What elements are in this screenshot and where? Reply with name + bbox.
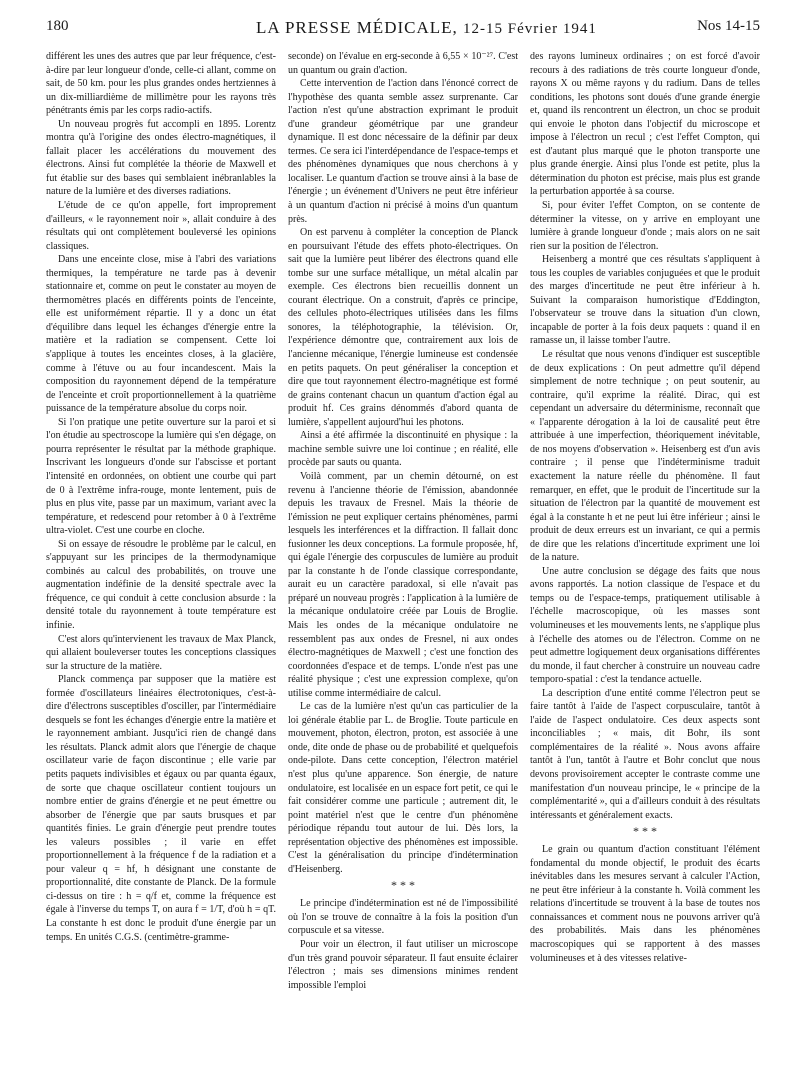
paragraph: Ainsi a été affirmée la discontinuité en physique : la machine semble suivre une loi continue ; en réalité, elle procède par sauts ou quanta. [288, 430, 518, 469]
paragraph: C'est alors qu'intervienent les travaux de Max Planck, qui allaient bouleverser toutes les conceptions classiques sur la structure de la matière. [46, 633, 276, 672]
paragraph: La description d'une entité comme l'électron peut se faire tantôt à l'aide de l'aspect corpusculaire, tantôt à l'aide de l'aspect ondulatoire. Ces deux aspects sont inconciliables ; « mais, dit Bohr, ils sont complémentaires de la réalité ». Nous avons affaire tantôt à l'un, tantôt à l'autre et Bohr conclut que nous devons provisoirement accepter le contraste comme une manifestation d'un nouveau principe, le « principe de la complémentarité », qui a d'ailleurs conduit à des résultats intéressants et généralement exacts. [530, 687, 760, 821]
issue-number: Nos 14-15 [697, 18, 760, 34]
issue-date: 12-15 Février 1941 [463, 21, 597, 37]
journal-name: LA PRESSE MÉDICALE, [256, 18, 458, 37]
paragraph: des rayons lumineux ordinaires ; on est forcé d'avoir recours à des radiations de très courte longueur d'onde, rayons X ou même rayons γ du radium. Dans de telles conditions, les photons sont doués d'une grande énergie et, quand ils rencontrent un électron, un choc se produit qui envoie le photon dans l'objectif du microscope et impose à l'électron un recul ; c'est l'effet Compton, qui est d'autant plus marqué que le photon transporte une plus grande énergie. Ainsi plus l'onde est petite, plus la détermination du photon est précise, mais plus est grande la perturbation apportée à sa course. [530, 51, 760, 198]
page-number: 180 [46, 18, 69, 34]
paragraph: Cette intervention de l'action dans l'énoncé correct de l'hypothèse des quanta semble assez surprenante. Car l'action n'est qu'une abstraction exprimant le produit d'une grandeur géométrique par une grandeur dynamique. Il est donc nécessaire de la définir par deux termes. Ce sera ici l'interdépendance de l'espace-temps et des phénomènes dynamiques que nous cherchons à y localiser. Le quantum d'action se trouve ainsi à la base de l'énergie ; un événement d'Univers ne peut être inférieur à un quantum d'action ni précisé à moins d'un quantum près. [288, 78, 518, 225]
paragraph: Voilà comment, par un chemin détourné, on est revenu à l'ancienne théorie de l'émission, abandonnée depuis les travaux de Fresnel. Mais la théorie de l'émission ne peut expliquer certains phénomènes, parmi lesquels les interférences et la diffraction. Il fallait donc fusionner les deux conceptions. La formule proposée, hf, qui égale l'énergie des corpuscules de lumière au produit par la constante h de l'onde classique correspondante, aurait eu un caractère paradoxal, si elle n'avait pas préparé un nouveau progrès : l'application à la lumière de la mécanique ondulatoire créée par Louis de Broglie. Mais les ondes de la mécanique ondulatoire ne ressemblent pas aux ondes de Fresnel, ni aux ondes électro-magnétiques de Maxwell ; c'est une fonction des coordonnées d'espace et de temps. L'onde n'est pas une réalité physique ; c'est une expression complexe, qu'on utilise comme intermédiaire de calcul. [288, 470, 518, 699]
paragraph: Si, pour éviter l'effet Compton, on se contente de déterminer la vitesse, on y arrive en employant une lumière à grande longueur d'onde ; mais alors on ne sait rien sur la position de l'électron. [530, 200, 760, 252]
paragraph: Planck commença par supposer que la matière est formée d'oscillateurs linéaires électrotoniques, c'est-à-dire d'électrons susceptibles d'osciller, par l'intermédiaire desquels se font les échanges d'énergie entre la matière et le rayonnement ambiant. Jusqu'ici rien de changé dans les résultats. Planck admit alors que l'énergie de chaque oscillateur varie de façon discontinue ; elle varie par petits paquets indivisibles et égaux ou par quanta égaux, de sorte que chaque oscillateur contient toujours un nombre entier de grains d'énergie et ne peut émettre ou absorber de l'énergie que par sauts brusques et par quantités finies. Le grain d'énergie peut prendre toutes les valeurs possibles ; il varie en effet proportionnellement à la fréquence f de la radiation et a pour valeur q = hf, h désignant une constante de proportionnalité, dite constante de Planck. De la formule ci-dessus on tire : h = q/f et, comme la fréquence est égale à l'inverse du temps T, on aura f = 1/T, d'où h = qT. La constante h est donc le produit d'une énergie par un temps. En unités C.G.S. (centimètre-gramme- [46, 674, 276, 943]
paragraph: Un nouveau progrès fut accompli en 1895. Lorentz montra qu'à l'origine des ondes électro-magnétiques, il fallait placer les accélérations du mouvement des électrons. Ainsi fut complétée la théorie de Maxwell et fut établie sur des bases qui semblaient inébranlables la nature de la lumière et des diverses radiations. [46, 118, 276, 198]
paragraph: L'étude de ce qu'on appelle, fort improprement d'ailleurs, « le rayonnement noir », allait conduire à des résultats qui ont complètement bouleversé les opinions classiques. [46, 200, 276, 252]
paragraph: Heisenberg a montré que ces résultats s'appliquent à tous les couples de variables conjuguées et que le produit des marges d'incertitude ne peut être inférieur à h. Suivant la comparaison humoristique d'Eddington, l'observateur se trouve dans la situation d'un clown, incapable de porter à la fois deux paquets : quand il en ramasse un, il laisse tomber l'autre. [530, 254, 760, 347]
column-3 [530, 50, 760, 1070]
paragraph: Le grain ou quantum d'action constituant l'élément fondamental du monde objectif, le produit des écarts inévitables dans les mesures servant à calculer l'Action, ne peut être inférieur à la constante h. Voilà comment les relations d'incertitude se trouvent à la base de toutes nos connaissances et comment nous ne pouvons arriver qu'à des probabilités. Mais dans les phénomènes macroscopiques qui se rapportent à des masses volumineuses et à des vitesses relative- [530, 844, 760, 964]
article-body [46, 50, 760, 1070]
paragraph: Le cas de la lumière n'est qu'un cas particulier de la loi générale établie par L. de Broglie. Toute particule en mouvement, photon, électron, proton, est associée à une onde, dite onde de phase ou de probabilité et quelquefois onde-pilote. Dans cette conception, l'électron matériel n'est plus qu'une apparence. Son énergie, de nature ondulatoire, est localisée en un espace fort petit, ce qui le fait considérer comme une particule ; autrement dit, le point matériel n'est que le centre d'un phénomène périodique répandu tout autour de lui. Dès lors, la représentation objective des phénomènes est impossible. C'est la généralisation du principe d'indétermination d'Heisenberg. [288, 701, 518, 875]
paragraph: seconde) on l'évalue en erg-seconde à 6,55 × 10⁻²⁷. C'est un quantum ou grain d'action. [288, 51, 518, 76]
section-separator: * * * [391, 878, 415, 893]
column-2 [288, 50, 518, 1070]
paragraph: Si on essaye de résoudre le problème par le calcul, en s'appuyant sur les principes de la thermodynamique combinés au calcul des probabilités, on trouve une augmentation indéfinie de la densité spectrale avec la fréquence, ce qui conduit à cette conclusion absurde : la densité totale du rayonnement à toute température est infinie. [46, 538, 276, 631]
column-1 [46, 50, 276, 1070]
page-header [46, 18, 760, 40]
paragraph: Si l'on pratique une petite ouverture sur la paroi et si l'on étudie au spectroscope la lumière qui s'en dégage, on pourra représenter le résultat par la méthode graphique. Inscrivant les longueurs d'onde sur l'abscisse et portant l'intensité en ordonnées, on obtient une courbe qui part de 0 à l'extrême infra-rouge, monte lentement, puis de plus en plus vite, passe par un maximum, variant avec la température, et redescend pour retomber à 0 à l'extrême ultra-violet. C'est une courbe en cloche. [46, 416, 276, 537]
paragraph: Pour voir un électron, il faut utiliser un microscope d'un très grand pouvoir séparateur. Il faut ensuite éclairer l'électron ; mais ses dimensions minimes rendent impossible l'emploi [288, 939, 518, 991]
paragraph: différent les unes des autres que par leur fréquence, c'est-à-dire par leur longueur d'onde, celle-ci allant, comme on sait, de 50 km. pour les plus grandes ondes hertziennes à un dix-milliardième de millimètre pour les rayons très pénétrants émis par les corps radio-actifs. [46, 51, 276, 117]
journal-title [256, 18, 597, 38]
paragraph: On est parvenu à compléter la conception de Planck en poursuivant l'étude des effets photo-électriques. On sait que la lumière peut libérer des électrons quand elle tombe sur une surface métallique, un métal alcalin par exemple. Ces électrons bien recueillis donnent un courant électrique. On a construit, d'après ce principe, des cellules photo-électriques utilisées dans les films sonores, la téléphotographie, la télévision. Or, l'expérience démontre que, contrairement aux lois de l'ancienne mécanique, l'énergie lumineuse est condensée en petits paquets. On peut généraliser la conception et dire que tout rayonnement électro-magnétique est formé de grains contenant chacun un quantum d'action égal au produit hf. Ces grains dénommés d'abord quanta de lumière, s'appellent aujourd'hui les photons. [288, 227, 518, 428]
paragraph: Dans une enceinte close, mise à l'abri des variations thermiques, la température ne tarde pas à devenir stationnaire et, comme on peut le constater au moyen de thermomètres placés en différents points de l'enceinte, elle est uniformément répartie. Il y a donc un état d'équilibre dans lequel les échanges d'énergie entre la matière et la radiation se compensent. Cette loi s'applique à toutes les enceintes closes, à la glacière, comme à l'étuve ou au four incandescent. Mais la composition du rayonnement dépend de la température de l'enceinte et croît proportionnellement à la quatrième puissance de la température absolue du corps noir. [46, 254, 276, 415]
paragraph: Le résultat que nous venons d'indiquer est susceptible de deux explications : On peut admettre qu'il dépend simplement de notre technique ; on peut soutenir, au contraire, qu'il exprime la réalité. Dirac, qui est cependant un adversaire du déterminisme, reconnaît que « l'apparente dérogation à la loi de causalité peut être attribuée à une imperfection, théoriquement inévitable, de nos moyens d'observation ». Heisenberg est d'un avis contraire ; il pense que l'indéterminisme traduit exactement la nature réelle du phénomène. Il faut remarquer, en effet, que le produit de l'incertitude sur la situation de l'électron par la quantité de mouvement est égal à la constante h et ne peut lui être inférieur ; ainsi le produit de deux erreurs est un invariant, ce qui a permis de dire que les relations d'incertitude expriment une loi de la nature. [530, 349, 760, 564]
section-separator: * * * [633, 824, 657, 839]
paragraph: Le principe d'indétermination est né de l'impossibilité où l'on se trouve de connaître à la fois la position d'un corpuscule et sa vitesse. [288, 898, 518, 937]
paragraph: Une autre conclusion se dégage des faits que nous avons rapportés. La notion classique de l'espace et du temps ou de l'espace-temps, pratiquement utilisable à l'échelle macroscopique, où les masses sont volumineuses et les mouvements lents, ne s'applique plus à l'échelle des atomes ou de l'électron. Comme on ne peut admettre logiquement deux organisations différentes du monde, il faut chercher à construire un nouveau cadre temporo-spatial : c'est la tendance actuelle. [530, 565, 760, 686]
